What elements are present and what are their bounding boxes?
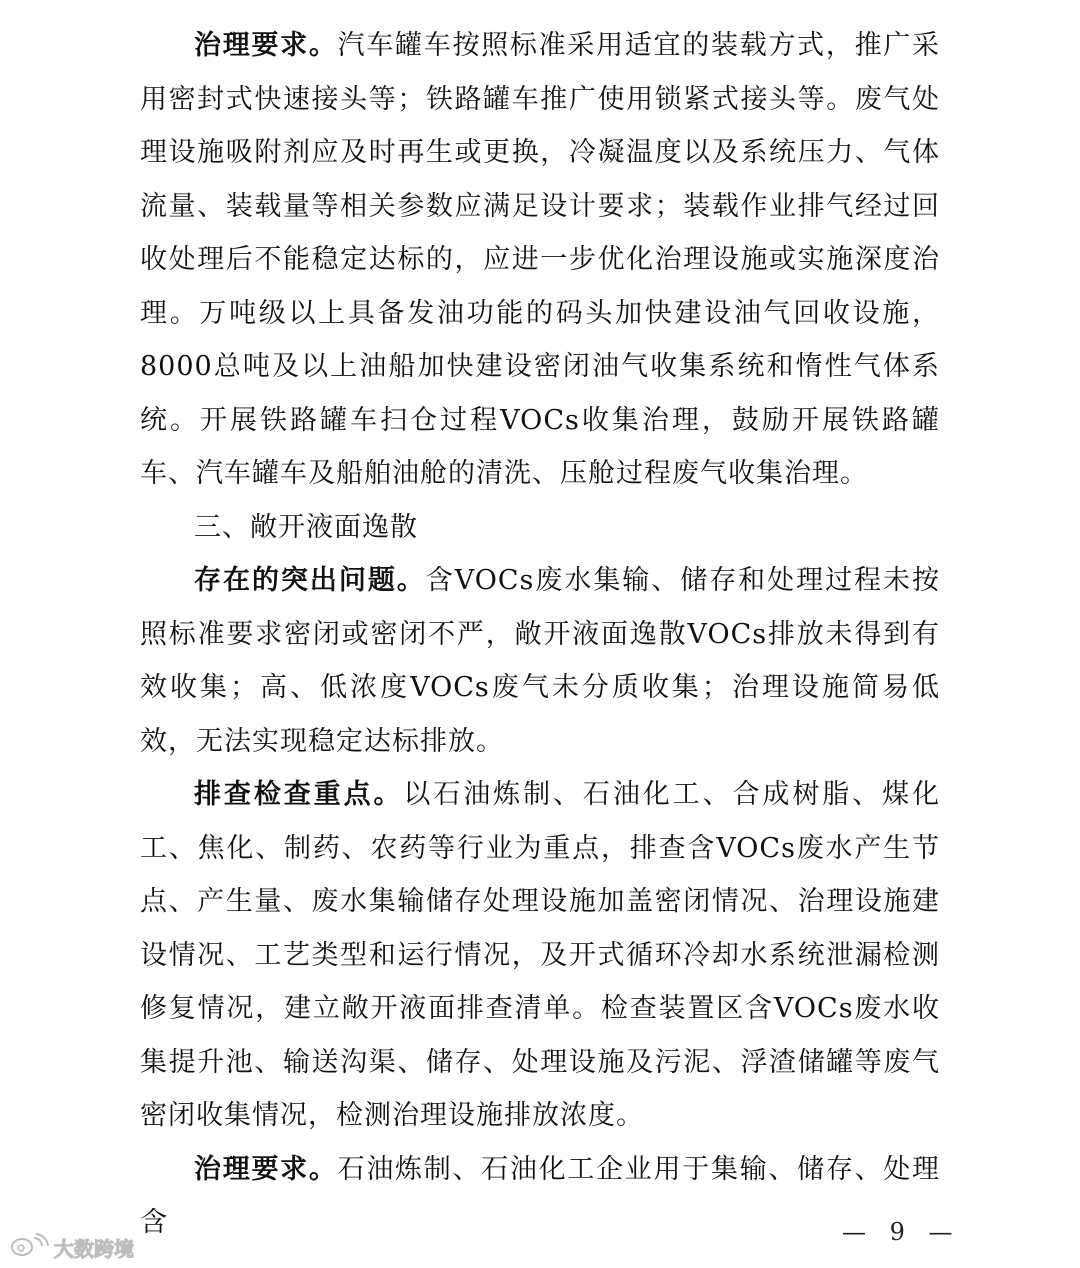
paragraph-text: 石油炼制、石油化工企业用于集输、储存、处理含 (140, 1153, 941, 1238)
document-body (140, 19, 940, 1250)
paragraph-lead: 治理要求。 (194, 30, 338, 61)
section-heading: 三、敞开液面逸散 (194, 511, 418, 543)
paragraph-text: 以石油炼制、石油化工、合成树脂、煤化工、焦化、制药、农药等行业为重点，排查含VOCs废水产生节点、产生量、废水集输储存处理设施加盖密闭情况、治理设施建设情况、工艺类型和运行情况，及开式循环冷却水系统泄漏检测修复情况，建立敞开液面排查清单。检查装置区含VOCs废水收集提升池、输送沟渠、储存、处理设施及污泥、浮渣储罐等废气密闭收集情况，检测治理设施排放浓度。 (140, 779, 941, 1131)
paragraph-lead: 治理要求。 (194, 1153, 338, 1185)
paragraph-lead: 存在的突出问题。 (194, 565, 426, 596)
paragraph-text: 含VOCs废水集输、储存和处理过程未按照标准要求密闭或密闭不严，敞开液面逸散VOCs排放未得到有效收集；高、低浓度VOCs废气未分质收集；治理设施简易低效，无法实现稳定达标排放。 (140, 565, 940, 757)
paragraph-governance-requirements-2 (140, 1143, 940, 1250)
paragraph-inspection-focus (140, 768, 940, 1143)
paragraph-text: 汽车罐车按照标准采用适宜的装载方式，推广采用密封式快速接头等；铁路罐车推广使用锁紧式接头等。废气处理设施吸附剂应及时再生或更换，冷凝温度以及系统压力、气体流量、装载量等相关参数应满足设计要求；装载作业排气经过回收处理后不能稳定达标的，应进一步优化治理设施或实施深度治理。万吨级以上具备发油功能的码头加快建设油气回收设施，8000总吨及以上油船加快建设密闭油气收集系统和惰性气体系统。开展铁路罐车扫仓过程VOCs收集治理，鼓励开展铁路罐车、汽车罐车及船舶油舱的清洗、压舱过程废气收集治理。 (140, 30, 941, 489)
page-number: — 9 — (842, 1218, 961, 1246)
weibo-logo-icon (10, 1232, 50, 1262)
watermark (10, 1232, 134, 1262)
paragraph-prominent-issues (140, 554, 940, 768)
paragraph-lead: 排查检查重点。 (194, 779, 404, 810)
watermark-text: 大数跨境 (54, 1236, 134, 1261)
paragraph-governance-requirements-1 (140, 19, 940, 501)
